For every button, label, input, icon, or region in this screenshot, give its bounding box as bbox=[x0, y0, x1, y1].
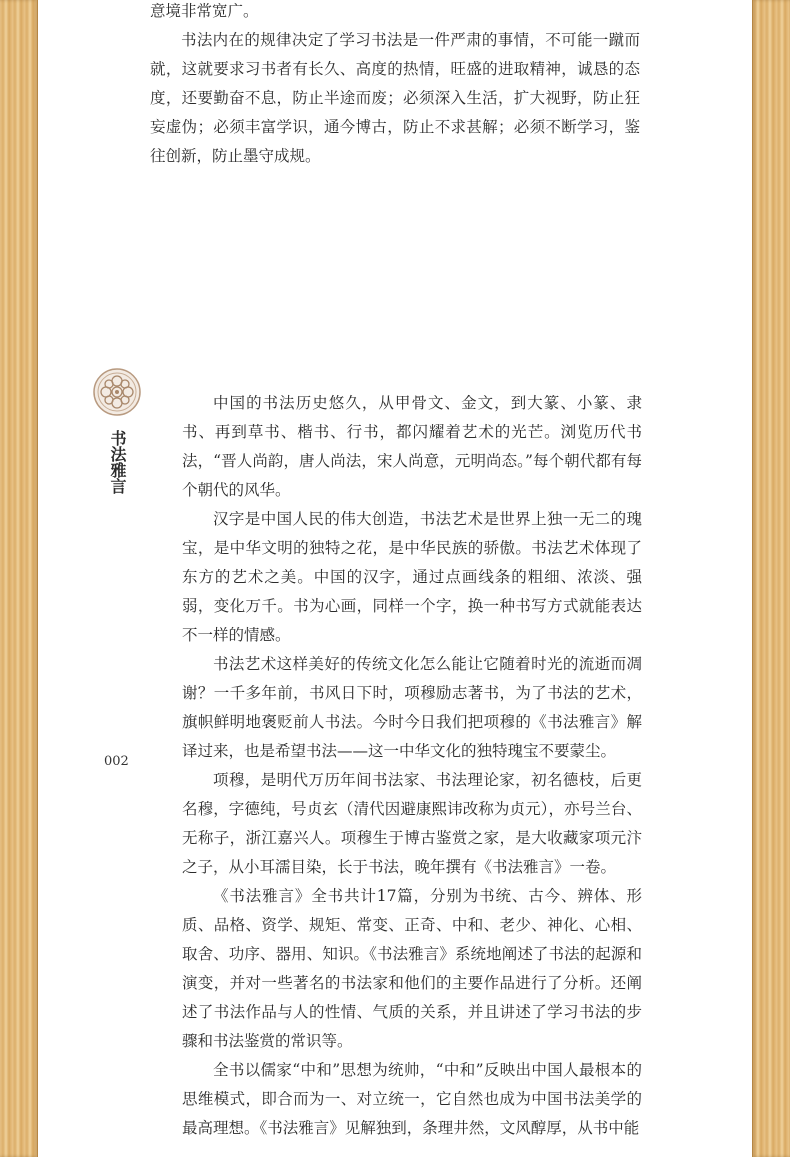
paragraph: 书法艺术这样美好的传统文化怎么能让它随着时光的流逝而凋谢？一千多年前，书风日下时，项穆励志著书，为了书法的艺术，旗帜鲜明地褒贬前人书法。今时今日我们把项穆的《书法雅言》解译过来，也是希望书法——这一中华文化的独特瑰宝不要蒙尘。 bbox=[182, 655, 642, 760]
top-text-block bbox=[150, 0, 640, 171]
right-page-border bbox=[752, 0, 790, 1157]
main-text-block bbox=[182, 389, 642, 1143]
paragraph: 书法内在的规律决定了学习书法是一件严肃的事情，不可能一蹴而就，这就要求习书者有长久、高度的热情，旺盛的进取精神，诚恳的态度，还要勤奋不息，防止半途而废；必须深入生活，扩大视野，防止狂妄虚伪；必须丰富学识，通今博古，防止不求甚解；必须不断学习，鉴往创新，防止墨守成规。 bbox=[150, 31, 640, 165]
book-page bbox=[38, 0, 752, 1157]
paragraph: 项穆，是明代万历年间书法家、书法理论家，初名德枝，后更名穆，字德纯，号贞玄（清代因避康熙讳改称为贞元），亦号兰台、无称子，浙江嘉兴人。项穆生于博古鉴赏之家，是大收藏家项元汴之子，从小耳濡目染，长于书法，晚年撰有《书法雅言》一卷。 bbox=[182, 771, 642, 876]
paragraph: 《书法雅言》全书共计17篇，分别为书统、古今、辨体、形质、品格、资学、规矩、常变、正奇、中和、老少、神化、心相、取舍、功序、器用、知识。《书法雅言》系统地阐述了书法的起源和演变，并对一些著名的书法家和他们的主要作品进行了分析。还阐述了书法作品与人的性情、气质的关系，并且讲述了学习书法的步骤和书法鉴赏的常识等。 bbox=[182, 887, 642, 1050]
paragraph: 意境非常宽广。 bbox=[150, 2, 259, 20]
paragraph: 中国的书法历史悠久，从甲骨文、金文，到大篆、小篆、隶书、再到草书、楷书、行书，都闪耀着艺术的光芒。浏览历代书法，“晋人尚韵，唐人尚法，宋人尚意，元明尚态。”每个朝代都有每个朝代的风华。 bbox=[182, 394, 642, 499]
running-book-title: 书法雅言 bbox=[108, 430, 127, 494]
left-page-border bbox=[0, 0, 38, 1157]
floral-medallion-icon bbox=[93, 368, 141, 416]
paragraph: 汉字是中国人民的伟大创造，书法艺术是世界上独一无二的瑰宝，是中华文明的独特之花，是中华民族的骄傲。书法艺术体现了东方的艺术之美。中国的汉字，通过点画线条的粗细、浓淡、强弱，变化万千。书为心画，同样一个字，换一种书写方式就能表达不一样的情感。 bbox=[182, 510, 642, 644]
page-number: 002 bbox=[104, 754, 129, 769]
paragraph: 全书以儒家“中和”思想为统帅，“中和”反映出中国人最根本的思维模式，即合而为一、对立统一，它自然也成为中国书法美学的最高理想。《书法雅言》见解独到，条理井然，文风醇厚，从书中能 bbox=[182, 1061, 642, 1137]
